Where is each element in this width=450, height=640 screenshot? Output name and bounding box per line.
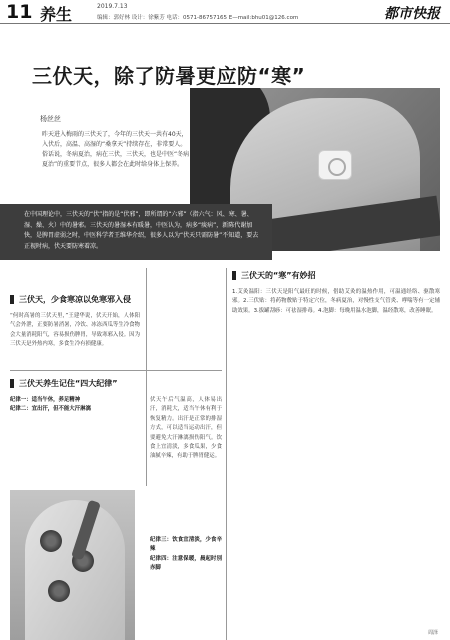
section-subheads: [150, 536, 222, 574]
subhead: 纪律三：饮食宜清淡，少食辛辣: [150, 537, 222, 553]
subhead: 纪律二：宜出汗，但不能大汗淋漓: [10, 406, 91, 413]
section-title: 三伏天的“寒”有妙招: [232, 270, 316, 281]
byline: 杨丝丝: [40, 115, 61, 123]
cupping-photo: [10, 490, 135, 640]
summary-box: 在中国理论中，三伏天的“伏”指的是“伏邪”，即所谓的“六邪”（指六气：风、寒、暑、湿、燥、火）中的暑邪。三伏天的暑湿本有暖暑，中医认为，病多“痰病”，新陈代谢加快，是脾胃虚弱之时，中医科学者王维华介绍，很多人以为“伏天只需防暑”不知道，要去正视时病，伏天要防寒着凉。: [0, 204, 272, 260]
subhead: 纪律四：注意保暖，晨起时别赤脚: [150, 555, 222, 572]
page-number: 11: [6, 1, 33, 23]
section-body: 1.艾灸温阳：三伏天是阳气最旺的时候，借助艾灸的温热作用，可温通经络、驱散寒邪。2.三伏贴：将药物敷贴于特定穴位，冬病夏治，对慢性支气管炎、哮喘等有一定辅助效果。3.拔罐刮痧：可祛湿排毒。4.泡脚：每晚用温水泡脚，温经散寒，改善睡眠。: [232, 289, 440, 314]
section-name: 养生: [40, 5, 73, 24]
column-divider: [146, 268, 147, 486]
section-subheads: [10, 396, 140, 415]
subhead: 纪律一：适当午休，养足精神: [10, 397, 81, 403]
sanfu-patch-icon: [318, 150, 352, 180]
cupping-cup-icon: [40, 530, 62, 552]
section-body: 伏天午后气温高，人体易出汗，消耗大，适当午休有利于恢复精力。出汗是正常的排湿方式，可以适当运动出汗，但要避免大汗淋漓损伤阳气。饮食上宜清淡，多食瓜果，少食油腻辛辣，有助于脾胃健运。: [150, 397, 222, 460]
article-lead: 昨天进入梅雨的三伏天了，今年的三伏天一共有40天，入伏后，高温、高湿的“桑拿天”持续存在，非常要人。俗话说，冬病夏治，病在三伏，三伏天，也是中医“冬病夏治”的重要节点，很多人都会在此时给身体上保养。: [42, 131, 190, 168]
issue-date: 2019.7.13: [97, 3, 128, 10]
section-divider: [10, 370, 222, 371]
section-title: 三伏天养生记住“四大纪律”: [10, 378, 118, 389]
page-header: [0, 0, 450, 24]
section-title: 三伏天，少食寒凉以免寒邪入侵: [10, 294, 131, 305]
cupping-cup-icon: [48, 580, 70, 602]
editor-info: 编辑：郭好林 设计：徐紫芳 电话：0571-86757165 E—mail:bhu01@126.com: [97, 15, 299, 21]
masthead-logo: 都市快报: [384, 6, 440, 22]
section-body: “何时高暑的三伏天里，”王建华说，伏天开始，人体阳气会外泄，正要防暑消暑，冷饮、冰冻西瓜等生冷食物会大量消耗阳气，容易损伤脾胃，导致寒邪入侵。因为三伏天是外热内寒，多食生冷有损健康。: [10, 313, 140, 348]
column-divider: [226, 268, 227, 640]
editor-credit: 周泽: [427, 630, 438, 636]
photo-back: [25, 500, 125, 640]
article-headline: 三伏天，除了防暑更应防“寒”: [32, 64, 306, 88]
